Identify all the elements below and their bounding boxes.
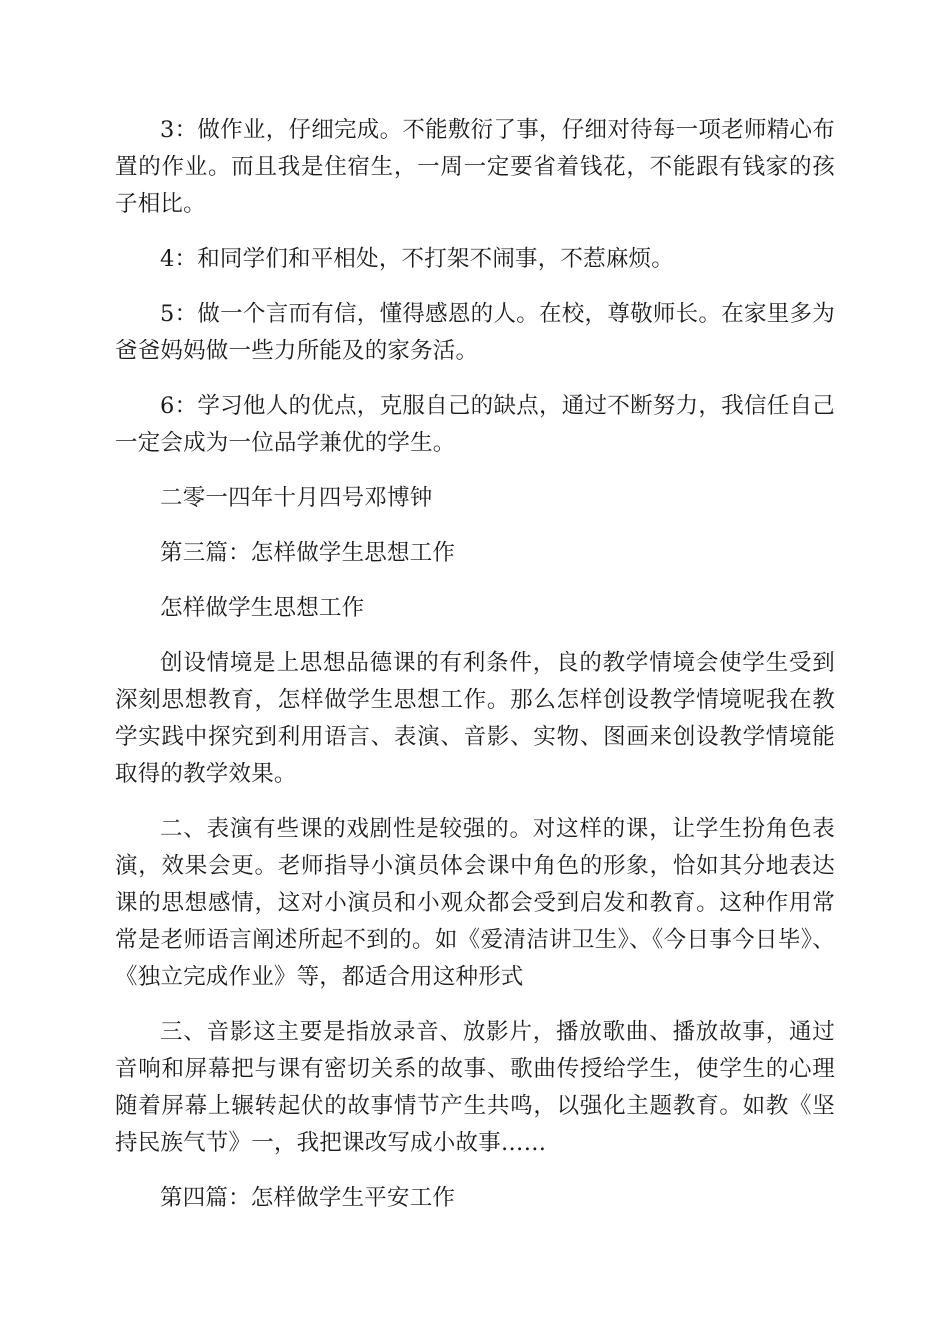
section-heading-part-three: 第三篇：怎样做学生思想工作 [160, 540, 456, 566]
document-body [115, 112, 835, 1235]
paragraph-item-6: 6：学习他人的优点，克服自己的缺点，通过不断努力，我信任自己一定会成为一位品学兼优的学生。 [115, 393, 835, 456]
section-title: 怎样做学生思想工作 [160, 595, 365, 621]
section-heading-part-four: 第四篇：怎样做学生平安工作 [160, 1185, 456, 1211]
paragraph-audio-video: 三、音影这主要是指放录音、放影片，播放歌曲、播放故事，通过音响和屏幕把与课有密切关系的故事、歌曲传授给学生，使学生的心理随着屏幕上辗转起伏的故事情节产生共鸣，以强化主题教育。如教《坚持民族气节》一，我把课改写成小故事…… [115, 1019, 835, 1156]
paragraph-item-4: 4：和同学们和平相处，不打架不闹事，不惹麻烦。 [160, 246, 674, 272]
paragraph-item-5: 5：做一个言而有信，懂得感恩的人。在校，尊敬师长。在家里多为爸爸妈妈做一些力所能及的家务活。 [115, 301, 835, 364]
signature-date-line: 二零一四年十月四号邓博钟 [160, 485, 433, 511]
paragraph-intro: 创设情境是上思想品德课的有利条件，良的教学情境会使学生受到深刻思想教育，怎样做学生思想工作。那么怎样创设教学情境呢我在教学实践中探究到利用语言、表演、音影、实物、图画来创设教学情境能取得的教学效果。 [115, 650, 835, 787]
paragraph-item-3: 3：做作业，仔细完成。不能敷衍了事，仔细对待每一项老师精心布置的作业。而且我是住宿生，一周一定要省着钱花，不能跟有钱家的孩子相比。 [115, 117, 835, 217]
paragraph-performance: 二、表演有些课的戏剧性是较强的。对这样的课，让学生扮角色表演，效果会更。老师指导小演员体会课中角色的形象，恰如其分地表达课的思想感情，这对小演员和小观众都会受到启发和教育。这种作用常常是老师语言阐述所起不到的。如《爱清洁讲卫生》、《今日事今日毕》、《独立完成作业》等，都适合用这种形式 [115, 816, 835, 990]
